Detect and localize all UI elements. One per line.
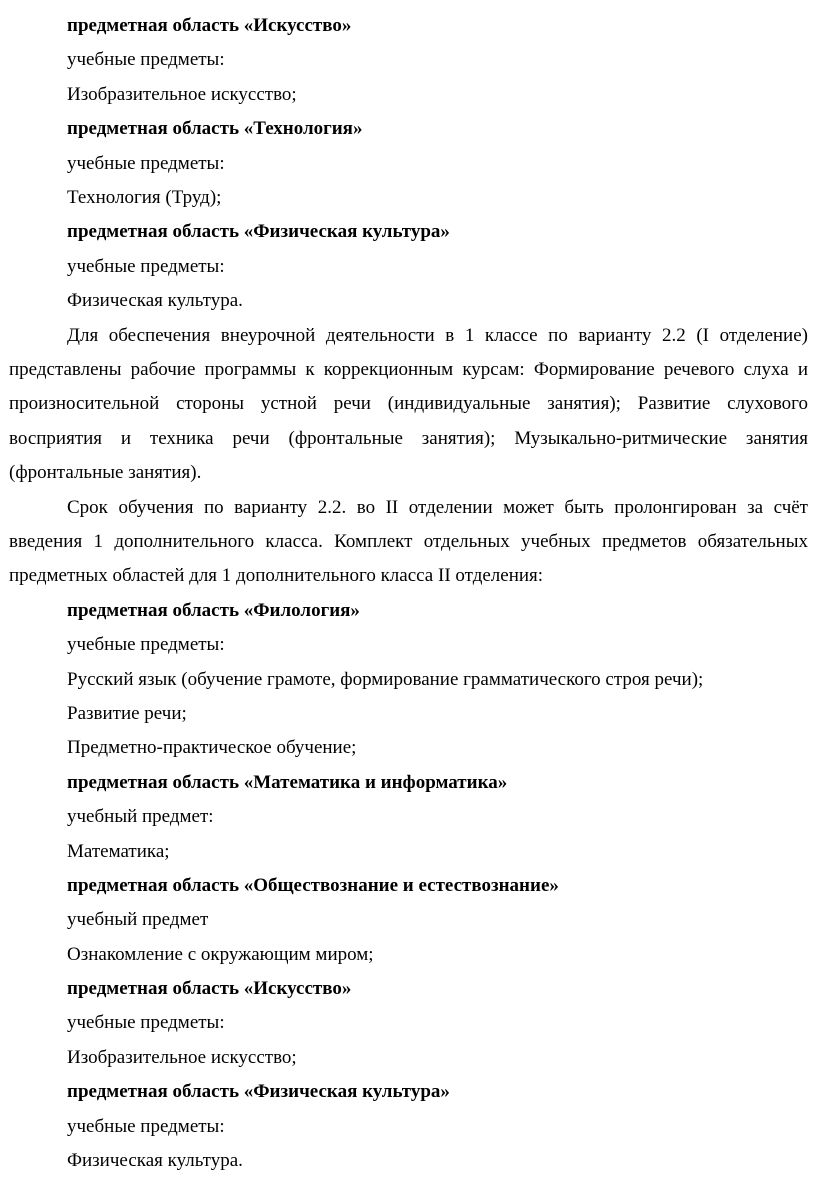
subject-item: Русский язык (обучение грамоте, формирование грамматического строя речи); — [67, 668, 704, 690]
body-paragraph: Для обеспечения внеурочной деятельности в 1 классе по варианту 2.2 (I отделение) представлены рабочие программы к коррекционным курсам: Формирование речевого слуха и произносительной стороны устной речи (индивидуальные занятия); Развитие слухового восприятия и техника речи (фронтальные занятия); Музыкально-ритмические занятия (фронтальные занятия). — [9, 324, 808, 484]
body-paragraph: Срок обучения по варианту 2.2. во II отделении может быть пролонгирован за счёт введения 1 дополнительного класса. Комплект отдельных учебных предметов обязательных предметных областей для 1 дополнительного класса II отделения: — [9, 496, 808, 587]
subject-item: Физическая культура. — [67, 1150, 243, 1172]
section-heading: предметная область «Искусство» — [67, 978, 352, 1000]
section-heading: предметная область «Обществознание и естествознание» — [67, 874, 559, 896]
subjects-label: учебные предметы: — [67, 49, 225, 71]
section-heading: предметная область «Технология» — [67, 118, 363, 140]
subjects-label: учебные предметы: — [67, 1115, 225, 1137]
document-page — [0, 9, 816, 1178]
subject-item: Технология (Труд); — [67, 186, 222, 208]
section-heading: предметная область «Искусство» — [67, 15, 352, 36]
section-heading: предметная область «Физическая культура» — [67, 221, 450, 243]
subject-item: Физическая культура. — [67, 290, 243, 312]
subject-item: Развитие речи; — [67, 702, 187, 724]
subjects-label: учебные предметы: — [67, 1012, 225, 1034]
subjects-label: учебные предметы: — [67, 634, 225, 656]
subject-item: Изобразительное искусство; — [67, 1046, 297, 1068]
section-heading: предметная область «Филология» — [67, 599, 360, 621]
section-heading: предметная область «Математика и информатика» — [67, 771, 508, 793]
subjects-label: учебный предмет: — [67, 806, 214, 828]
subject-item: Предметно-практическое обучение; — [67, 737, 357, 759]
subjects-label: учебные предметы: — [67, 255, 225, 277]
subject-item: Математика; — [67, 840, 170, 862]
subjects-label: учебные предметы: — [67, 152, 225, 174]
section-heading: предметная область «Физическая культура» — [67, 1081, 450, 1103]
subjects-label: учебный предмет — [67, 909, 209, 931]
subject-item: Изобразительное искусство; — [67, 83, 297, 105]
subject-item: Ознакомление с окружающим миром; — [67, 943, 374, 965]
